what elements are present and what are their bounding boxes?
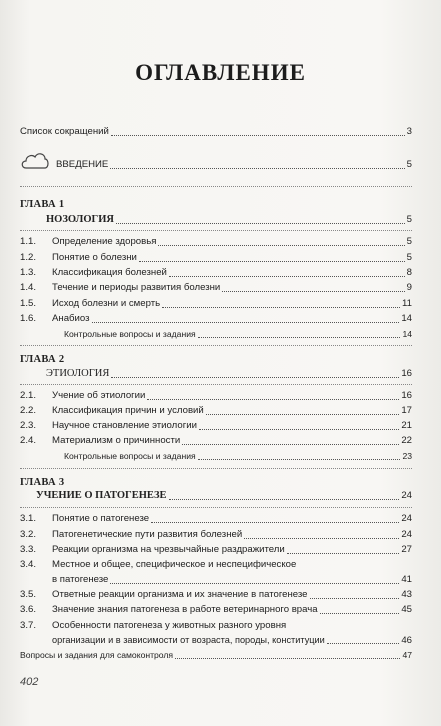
toc-entry-page: 27 xyxy=(401,544,412,555)
leader-dots xyxy=(198,336,401,338)
toc-entry-number: 1.3. xyxy=(20,267,37,278)
toc-entry-label: Материализм о причинности xyxy=(52,435,181,446)
toc-entry-page: 5 xyxy=(406,252,412,263)
toc-entry-label: Контрольные вопросы и задания xyxy=(64,329,196,339)
toc-entry[interactable] xyxy=(20,235,412,249)
leader-dots xyxy=(327,642,400,644)
toc-entry[interactable] xyxy=(20,312,412,326)
toc-entry-page: 5 xyxy=(406,159,412,170)
toc-entry-questions[interactable] xyxy=(20,648,412,662)
leader-dots xyxy=(162,306,400,308)
leader-dots xyxy=(151,521,399,523)
toc-entry-page: 3 xyxy=(406,126,412,137)
toc-entry[interactable] xyxy=(20,419,412,433)
toc-entry-label: Список сокращений xyxy=(20,126,109,137)
toc-entry-page: 46 xyxy=(401,635,412,646)
leader-dots xyxy=(175,657,400,659)
leader-dots xyxy=(111,134,405,136)
toc-entry-page: 5 xyxy=(406,214,412,225)
section-divider xyxy=(20,507,412,508)
leader-dots xyxy=(182,443,399,445)
chapter-label: ГЛАВА 1 xyxy=(20,199,65,210)
toc-entry-number: 3.4. xyxy=(20,559,37,570)
toc-entry-label-continued: организации и в зависимости от возраста, породы, конституции xyxy=(52,635,325,645)
toc-entry[interactable] xyxy=(20,389,412,403)
page-number: 402 xyxy=(20,676,39,688)
chapter-heading[interactable] xyxy=(46,367,412,381)
toc-entry-questions[interactable] xyxy=(20,449,412,463)
toc-entry-label: Местное и общее, специфическое и неспецифическое xyxy=(52,559,297,570)
toc-entry-page: 16 xyxy=(401,390,412,401)
toc-entry-page: 11 xyxy=(402,298,412,309)
leader-dots xyxy=(222,290,404,292)
leader-dots xyxy=(110,582,399,584)
leader-dots xyxy=(287,552,400,554)
toc-entry-number: 2.2. xyxy=(20,405,37,416)
toc-entry-number: 3.5. xyxy=(20,589,37,600)
toc-entry-label: Вопросы и задания для самоконтроля xyxy=(20,650,174,660)
toc-entry[interactable] xyxy=(20,266,412,280)
toc-entry-number: 3.6. xyxy=(20,604,37,615)
toc-entry-label: Исход болезни и смерть xyxy=(52,298,161,309)
toc-entry-page: 24 xyxy=(401,490,412,501)
leader-dots xyxy=(206,413,400,415)
toc-entry-number: 1.6. xyxy=(20,313,37,324)
toc-entry-questions[interactable] xyxy=(20,327,412,341)
leader-dots xyxy=(169,275,405,277)
page-title: ОГЛАВЛЕНИЕ xyxy=(135,60,306,85)
chapter-label: ГЛАВА 3 xyxy=(20,477,65,488)
toc-entry-label: Реакции организма на чрезвычайные раздражители xyxy=(52,544,285,555)
toc-entry-label: УЧЕНИЕ О ПАТОГЕНЕЗЕ xyxy=(36,490,167,501)
toc-entry-number: 1.4. xyxy=(20,282,37,293)
toc-entry-page: 22 xyxy=(401,435,412,446)
toc-entry-label: ЭТИОЛОГИЯ xyxy=(46,368,110,379)
toc-entry-introduction[interactable] xyxy=(56,158,412,172)
leader-dots xyxy=(116,222,405,224)
toc-entry-abbreviations[interactable] xyxy=(20,125,412,139)
toc-entry[interactable] xyxy=(20,251,412,265)
leader-dots xyxy=(110,167,404,169)
toc-entry-first-line[interactable] xyxy=(20,558,412,572)
toc-entry-label-continued: в патогенезе xyxy=(52,574,109,585)
toc-entry-label: Ответные реакции организма и их значение в патогенезе xyxy=(52,589,308,600)
toc-entry-label: ВВЕДЕНИЕ xyxy=(56,159,109,170)
toc-entry[interactable] xyxy=(20,588,412,602)
leader-dots xyxy=(199,428,399,430)
chapter-label: ГЛАВА 2 xyxy=(20,354,65,365)
toc-entry-page: 45 xyxy=(401,604,412,615)
cloud-icon xyxy=(20,150,50,172)
chapter-heading[interactable] xyxy=(36,489,412,503)
toc-entry-page: 17 xyxy=(401,405,412,416)
leader-dots xyxy=(320,612,400,614)
leader-dots xyxy=(92,321,400,323)
toc-entry-continuation[interactable] xyxy=(20,633,412,647)
toc-entry-page: 14 xyxy=(401,313,412,324)
toc-entry-number: 3.2. xyxy=(20,529,37,540)
toc-entry-page: 23 xyxy=(402,451,412,461)
toc-entry-label: Учение об этиологии xyxy=(52,390,146,401)
toc-entry[interactable] xyxy=(20,281,412,295)
toc-entry-number: 1.5. xyxy=(20,298,37,309)
leader-dots xyxy=(169,498,400,500)
toc-entry-label: Понятие о патогенезе xyxy=(52,513,150,524)
toc-entry-page: 14 xyxy=(402,329,412,339)
toc-entry-number: 3.7. xyxy=(20,620,37,631)
toc-entry-page: 24 xyxy=(401,529,412,540)
section-divider xyxy=(20,230,412,231)
toc-entry[interactable] xyxy=(20,434,412,448)
toc-entry-number: 2.1. xyxy=(20,390,37,401)
toc-entry-continuation[interactable] xyxy=(20,573,412,587)
toc-entry-label: Понятие о болезни xyxy=(52,252,137,263)
toc-entry[interactable] xyxy=(20,603,412,617)
toc-entry-label: Патогенетические пути развития болезней xyxy=(52,529,243,540)
toc-entry[interactable] xyxy=(20,512,412,526)
toc-entry-page: 47 xyxy=(402,650,412,660)
toc-entry-number: 3.1. xyxy=(20,513,37,524)
toc-entry[interactable] xyxy=(20,543,412,557)
toc-entry-label: Определение здоровья xyxy=(52,236,157,247)
section-divider xyxy=(20,186,412,187)
toc-entry-label: Течение и периоды развития болезни xyxy=(52,282,221,293)
toc-entry-page: 43 xyxy=(401,589,412,600)
toc-entry-page: 21 xyxy=(401,420,412,431)
toc-entry-number: 2.4. xyxy=(20,435,37,446)
toc-entry-number: 1.1. xyxy=(20,236,37,247)
toc-entry-page: 16 xyxy=(401,368,412,379)
toc-entry[interactable] xyxy=(20,297,412,311)
toc-entry-page: 8 xyxy=(406,267,412,278)
chapter-heading[interactable] xyxy=(46,213,412,227)
leader-dots xyxy=(310,597,400,599)
section-divider xyxy=(20,345,412,346)
toc-entry-page: 9 xyxy=(406,282,412,293)
toc-entry-first-line[interactable] xyxy=(20,619,412,633)
toc-entry-label: Классификация причин и условий xyxy=(52,405,204,416)
toc-entry-page: 24 xyxy=(401,513,412,524)
toc-entry-label: Значение знания патогенеза в работе ветеринарного врача xyxy=(52,604,318,615)
toc-entry-number: 2.3. xyxy=(20,420,37,431)
section-divider xyxy=(20,468,412,469)
leader-dots xyxy=(198,458,401,460)
leader-dots xyxy=(244,537,399,539)
toc-entry-page: 41 xyxy=(401,574,412,585)
leader-dots xyxy=(147,398,399,400)
toc-entry[interactable] xyxy=(20,404,412,418)
leader-dots xyxy=(158,244,404,246)
leader-dots xyxy=(111,376,399,378)
leader-dots xyxy=(139,260,405,262)
toc-entry-label: Анабиоз xyxy=(52,313,90,324)
toc-entry-number: 1.2. xyxy=(20,252,37,263)
toc-entry-label: Классификация болезней xyxy=(52,267,167,278)
toc-entry-page: 5 xyxy=(406,236,412,247)
toc-entry[interactable] xyxy=(20,528,412,542)
toc-entry-label: Научное становление этиологии xyxy=(52,420,197,431)
toc-entry-label: Контрольные вопросы и задания xyxy=(64,451,196,461)
toc-entry-label: НОЗОЛОГИЯ xyxy=(46,214,114,225)
toc-entry-label: Особенности патогенеза у животных разного уровня xyxy=(52,620,287,631)
section-divider xyxy=(20,384,412,385)
toc-entry-number: 3.3. xyxy=(20,544,37,555)
